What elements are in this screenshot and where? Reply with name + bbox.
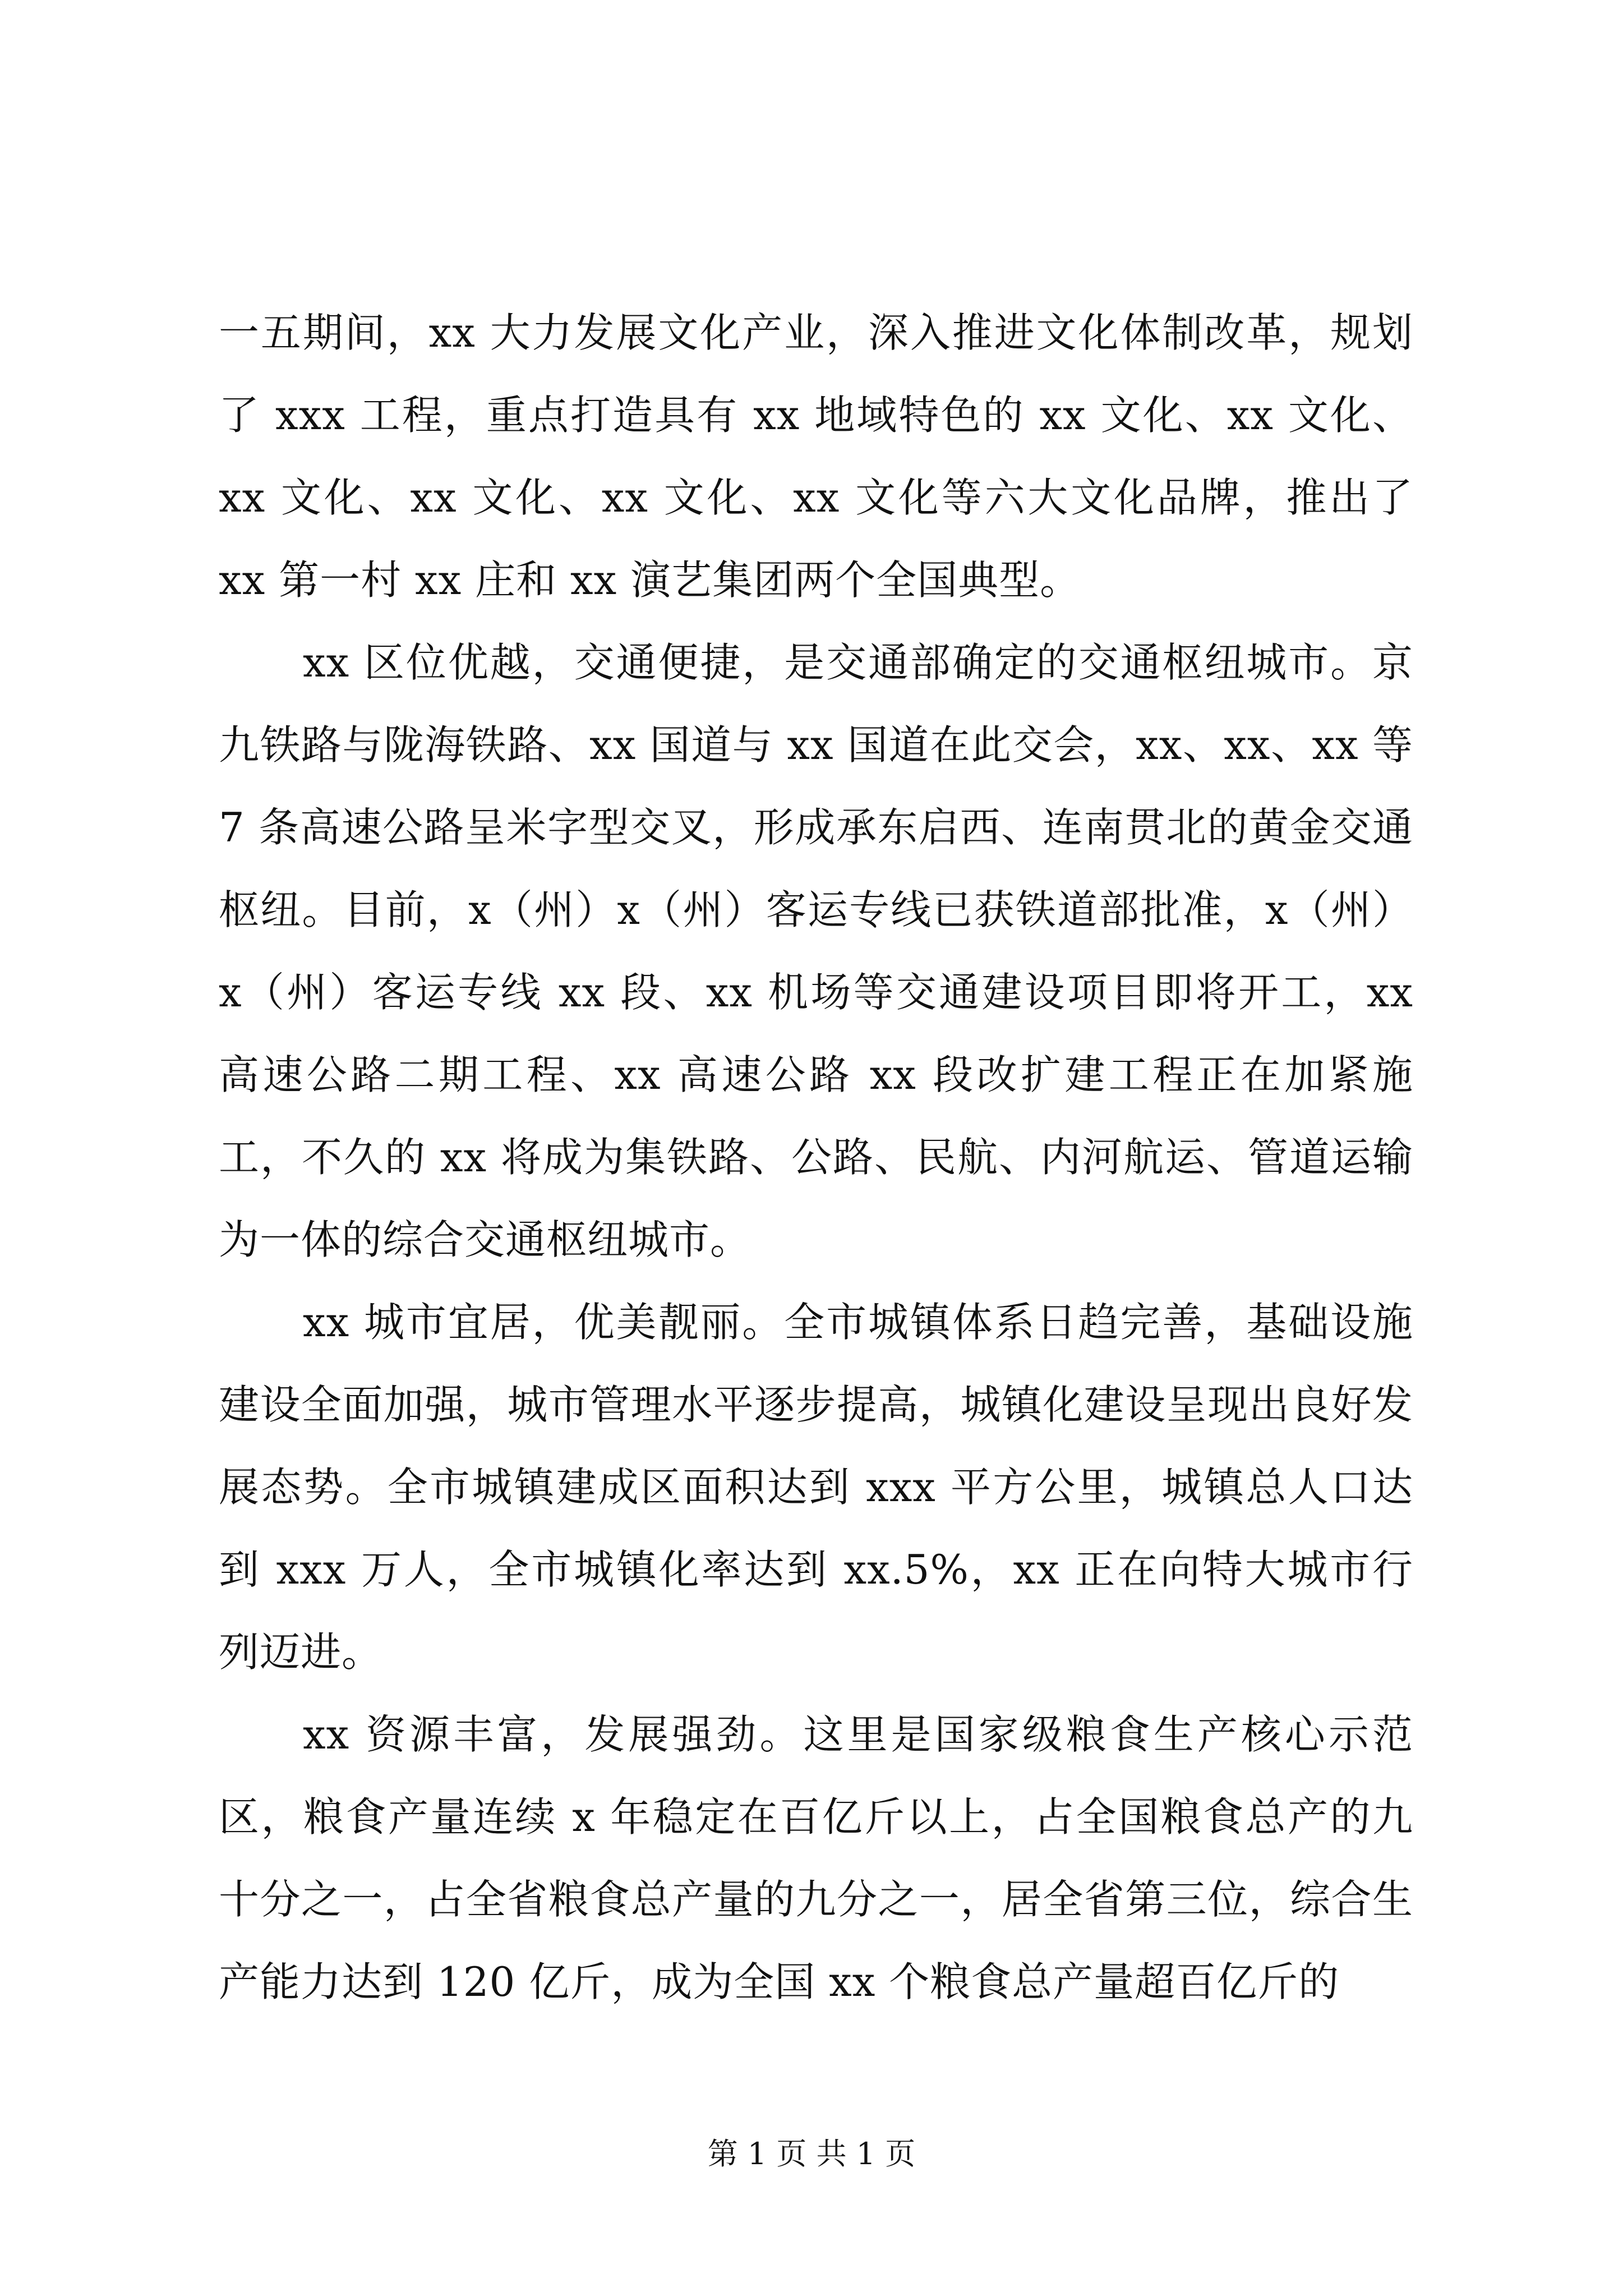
page-footer: 第 1 页 共 1 页 — [707, 2136, 916, 2171]
paragraph-urban: xx 城市宜居，优美靓丽。全市城镇体系日趋完善，基础设施建设全面加强，城市管理水平逐步提高，城镇化建设呈现出良好发展态势。全市城镇建成区面积达到 xxx 平方公里，城镇总人口达到 xxx 万人，全市城镇化率达到 xx.5%，xx 正在向特大城市行列迈进。 — [219, 1299, 1413, 1676]
paragraph-resources: xx 资源丰富，发展强劲。这里是国家级粮食生产核心示范区，粮食产量连续 x 年稳定在百亿斤以上，占全国粮食总产的九十分之一，占全省粮食总产量的九分之一，居全省第三位，综合生产能力达到 120 亿斤，成为全国 xx 个粮食总产量超百亿斤的 — [219, 1711, 1413, 2005]
document-body — [219, 292, 1413, 2023]
paragraph-culture: 一五期间，xx 大力发展文化产业，深入推进文化体制改革，规划了 xxx 工程，重点打造具有 xx 地域特色的 xx 文化、xx 文化、xx 文化、xx 文化、xx 文化、xx 文化等六大文化品牌，推出了 xx 第一村 xx 庄和 xx 演艺集团两个全国典型。 — [219, 309, 1413, 604]
paragraph-transport: xx 区位优越，交通便捷，是交通部确定的交通枢纽城市。京九铁路与陇海铁路、xx 国道与 xx 国道在此交会，xx、xx、xx 等 7 条高速公路呈米字型交叉，形成承东启西、连南贯北的黄金交通枢纽。目前，x（州）x（州）客运专线已获铁道部批准，x（州）x（州）客运专线 xx 段、xx 机场等交通建设项目即将开工，xx 高速公路二期工程、xx 高速公路 xx 段改扩建工程正在加紧施工，不久的 xx 将成为集铁路、公路、民航、内河航运、管道运输为一体的综合交通枢纽城市。 — [219, 639, 1413, 1263]
